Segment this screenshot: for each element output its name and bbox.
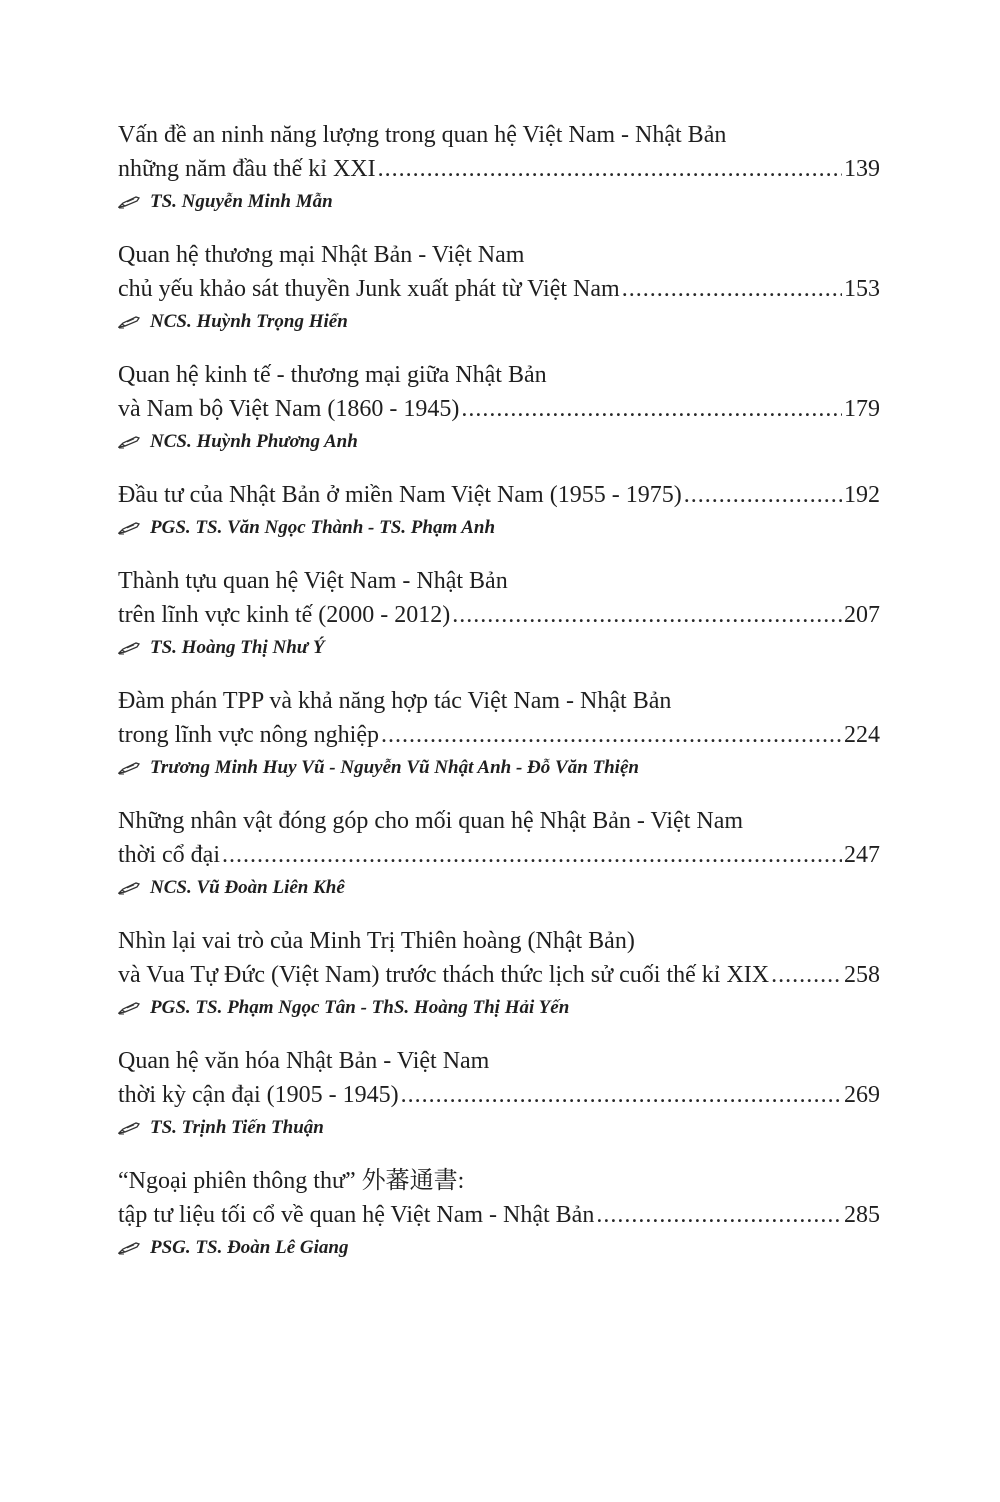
toc-title-line: Nhìn lại vai trò của Minh Trị Thiên hoàng (Nhật Bản) (118, 928, 635, 954)
toc-title-line-with-page (118, 1198, 880, 1232)
dot-leader (452, 598, 842, 632)
pen-icon (118, 641, 140, 655)
toc-title-line: Thành tựu quan hệ Việt Nam - Nhật Bản (118, 568, 508, 594)
toc-entry[interactable] (118, 478, 880, 542)
table-of-contents (118, 118, 880, 1284)
toc-title-line-with-page (118, 718, 880, 752)
pen-icon (118, 435, 140, 449)
toc-entry[interactable] (118, 564, 880, 662)
author-line (118, 428, 880, 456)
toc-entry[interactable] (118, 1164, 880, 1262)
toc-title-line: Quan hệ văn hóa Nhật Bản - Việt Nam (118, 1048, 490, 1074)
author-line (118, 308, 880, 336)
toc-title-line: và Vua Tự Đức (Việt Nam) trước thách thức lịch sử cuối thế kỉ XIX (118, 962, 770, 988)
dot-leader (684, 478, 842, 512)
page-number: 247 (844, 842, 880, 868)
toc-title-line: Đàm phán TPP và khả năng hợp tác Việt Nam - Nhật Bản (118, 688, 672, 714)
page-number: 285 (844, 1202, 880, 1228)
toc-title-line: Vấn đề an ninh năng lượng trong quan hệ Việt Nam - Nhật Bản (118, 122, 727, 148)
toc-title-line-with-page (118, 838, 880, 872)
pen-icon (118, 195, 140, 209)
author-name: NCS. Huỳnh Trọng Hiển (150, 311, 348, 332)
pen-icon (118, 521, 140, 535)
toc-title-line-with-page (118, 958, 880, 992)
toc-title-line: những năm đầu thế kỉ XXI (118, 156, 376, 182)
dot-leader (378, 152, 842, 186)
page-number: 179 (844, 396, 880, 422)
page-number: 192 (844, 482, 880, 508)
toc-title-line: tập tư liệu tối cổ về quan hệ Việt Nam - Nhật Bản (118, 1202, 595, 1228)
toc-title-line: thời cổ đại (118, 842, 220, 868)
toc-title-line: trong lĩnh vực nông nghiệp (118, 722, 379, 748)
author-line (118, 754, 880, 782)
author-line (118, 874, 880, 902)
pen-icon (118, 315, 140, 329)
author-line (118, 994, 880, 1022)
pen-icon (118, 881, 140, 895)
toc-title-line-with-page (118, 392, 880, 426)
author-name: NCS. Huỳnh Phương Anh (150, 431, 358, 452)
toc-title-line-with-page (118, 478, 880, 512)
page-number: 207 (844, 602, 880, 628)
page-number: 269 (844, 1082, 880, 1108)
toc-title-line: Quan hệ thương mại Nhật Bản - Việt Nam (118, 242, 525, 268)
toc-title-line: thời kỳ cận đại (1905 - 1945) (118, 1082, 399, 1108)
toc-entry[interactable] (118, 804, 880, 902)
toc-title-line: “Ngoại phiên thông thư” 外蕃通書: (118, 1168, 465, 1194)
toc-title-line: Quan hệ kinh tế - thương mại giữa Nhật Bản (118, 362, 547, 388)
page-number: 139 (844, 156, 880, 182)
toc-entry[interactable] (118, 358, 880, 456)
author-line (118, 188, 880, 216)
dot-leader (222, 838, 842, 872)
author-line (118, 514, 880, 542)
author-line (118, 1234, 880, 1262)
toc-title-line-with-page (118, 272, 880, 306)
author-name: Trương Minh Huy Vũ - Nguyễn Vũ Nhật Anh - Đỗ Văn Thiện (150, 757, 639, 778)
toc-title-line-with-page (118, 1078, 880, 1112)
author-name: PSG. TS. Đoàn Lê Giang (150, 1237, 349, 1258)
page-number: 258 (844, 962, 880, 988)
pen-icon (118, 761, 140, 775)
dot-leader (401, 1078, 842, 1112)
dot-leader (381, 718, 842, 752)
page-number: 224 (844, 722, 880, 748)
toc-title-line-with-page (118, 598, 880, 632)
pen-icon (118, 1121, 140, 1135)
author-name: TS. Nguyễn Minh Mẫn (150, 191, 333, 212)
author-name: NCS. Vũ Đoàn Liên Khê (150, 877, 345, 898)
toc-title-line: Đầu tư của Nhật Bản ở miền Nam Việt Nam (1955 - 1975) (118, 482, 682, 508)
dot-leader (622, 272, 842, 306)
toc-title-line: trên lĩnh vực kinh tế (2000 - 2012) (118, 602, 451, 628)
toc-entry[interactable] (118, 924, 880, 1022)
dot-leader (461, 392, 842, 426)
toc-title-line-with-page (118, 152, 880, 186)
author-name: PGS. TS. Phạm Ngọc Tân - ThS. Hoàng Thị Hải Yến (150, 997, 570, 1018)
dot-leader (771, 958, 842, 992)
author-name: TS. Trịnh Tiến Thuận (150, 1117, 324, 1138)
toc-title-line: và Nam bộ Việt Nam (1860 - 1945) (118, 396, 460, 422)
dot-leader (596, 1198, 842, 1232)
author-line (118, 634, 880, 662)
toc-entry[interactable] (118, 118, 880, 216)
page-number: 153 (844, 276, 880, 302)
toc-title-line: Những nhân vật đóng góp cho mối quan hệ Nhật Bản - Việt Nam (118, 808, 744, 834)
toc-entry[interactable] (118, 684, 880, 782)
toc-entry[interactable] (118, 1044, 880, 1142)
pen-icon (118, 1001, 140, 1015)
author-line (118, 1114, 880, 1142)
toc-entry[interactable] (118, 238, 880, 336)
author-name: PGS. TS. Văn Ngọc Thành - TS. Phạm Anh (150, 517, 496, 538)
toc-title-line: chủ yếu khảo sát thuyền Junk xuất phát từ Việt Nam (118, 276, 620, 302)
author-name: TS. Hoàng Thị Như Ý (150, 637, 325, 658)
pen-icon (118, 1241, 140, 1255)
